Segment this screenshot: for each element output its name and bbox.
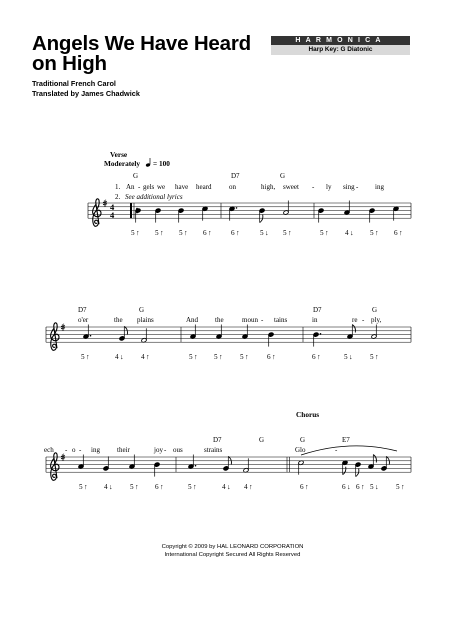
note: [229, 206, 237, 221]
chord-symbol: G: [300, 436, 306, 444]
harmonica-tab: [344, 353, 353, 361]
lyric-syllable: ech: [44, 446, 54, 454]
svg-text:4: 4: [345, 229, 349, 238]
note: [313, 332, 321, 347]
verse-number-2: 2.: [115, 193, 121, 201]
lyric-syllable: in: [312, 316, 318, 324]
lyric-syllable: ply,: [371, 316, 382, 324]
lyric-syllable: sweet: [283, 183, 299, 191]
note: [188, 455, 196, 470]
svg-text:↑: ↑: [84, 483, 88, 492]
chord-symbol: G: [280, 172, 286, 180]
svg-text:6: 6: [312, 353, 316, 362]
svg-text:4: 4: [115, 353, 119, 362]
lyric-syllable: gels: [143, 183, 155, 191]
svg-text:5: 5: [131, 229, 135, 238]
lyric-syllable: Glo: [295, 446, 306, 454]
harmonica-tab: [370, 353, 379, 361]
harmonica-tab: [115, 353, 124, 361]
lyric-syllable: o: [72, 446, 76, 454]
svg-text:↑: ↑: [272, 353, 276, 362]
note: [216, 325, 222, 340]
svg-text:↑: ↑: [288, 229, 292, 238]
lyric-syllable: -: [362, 316, 365, 324]
lyric-syllable: -: [356, 183, 359, 191]
note: [155, 208, 161, 223]
svg-text:↑: ↑: [146, 353, 150, 362]
svg-text:6: 6: [267, 353, 271, 362]
lyric-syllable: the: [215, 316, 224, 324]
note: [355, 462, 361, 477]
note: [298, 460, 304, 475]
slur: [301, 446, 397, 455]
lyric-syllable: -: [335, 446, 338, 454]
note: [223, 456, 231, 471]
harmonica-tab: [130, 483, 139, 491]
svg-text:↑: ↑: [135, 483, 139, 492]
lyric-syllable: ous: [173, 446, 183, 454]
rights-line: International Copyright Secured All Rights Reserved: [164, 552, 301, 558]
note: [119, 326, 127, 341]
harmonica-tab: [300, 483, 309, 491]
instrument-banner: HARMONICA: [271, 36, 410, 45]
note: [154, 462, 160, 477]
harmonica-tab: [155, 483, 164, 491]
svg-text:5: 5: [81, 353, 85, 362]
lyric-syllable: -: [164, 446, 167, 454]
svg-text:↓: ↓: [350, 229, 354, 238]
svg-text:4: 4: [141, 353, 145, 362]
svg-text:4: 4: [104, 483, 108, 492]
svg-text:↑: ↑: [193, 483, 197, 492]
svg-text:↑: ↑: [361, 483, 365, 492]
svg-text:5: 5: [188, 483, 192, 492]
chord-symbol: D7: [313, 306, 322, 314]
lyric-syllable: An: [126, 183, 135, 191]
lyric-syllable: And: [186, 316, 199, 324]
lyric-syllable: -: [65, 446, 68, 454]
note: [318, 208, 324, 223]
svg-text:↑: ↑: [399, 229, 403, 238]
harmonica-tab: [370, 229, 379, 237]
svg-text:5: 5: [155, 229, 159, 238]
harmonica-tab: [222, 483, 231, 491]
svg-text:5: 5: [214, 353, 218, 362]
verse-label: Verse: [110, 150, 128, 159]
tempo-text: Moderately: [104, 159, 141, 168]
harmonica-tab: [342, 483, 351, 491]
harmonica-tab: [79, 483, 88, 491]
svg-text:6: 6: [356, 483, 360, 492]
svg-text:↑: ↑: [160, 483, 164, 492]
harmonica-tab: [345, 229, 354, 237]
lyric-syllable: -: [261, 316, 264, 324]
verse-number-1: 1.: [115, 183, 121, 191]
music-system-2: [46, 306, 411, 361]
chord-symbol: G: [133, 172, 139, 180]
lyric-syllable: strains: [204, 446, 223, 454]
note: [103, 456, 109, 471]
svg-text:↓: ↓: [349, 353, 353, 362]
svg-text:5: 5: [189, 353, 193, 362]
chord-symbol: G: [372, 306, 378, 314]
lyric-syllable: their: [117, 446, 130, 454]
svg-text:6: 6: [300, 483, 304, 492]
harmonica-tab: [394, 229, 403, 237]
svg-text:5: 5: [79, 483, 83, 492]
svg-text:↑: ↑: [375, 229, 379, 238]
harp-key-label: Harp Key: G Diatonic: [271, 45, 410, 55]
svg-text:↑: ↑: [249, 483, 253, 492]
note: [129, 455, 135, 470]
svg-text:5: 5: [130, 483, 134, 492]
chord-symbol: D7: [78, 306, 87, 314]
lyric-syllable: heard: [196, 183, 212, 191]
note: [347, 325, 355, 340]
svg-text:6: 6: [203, 229, 207, 238]
lyric-syllable: -: [312, 183, 315, 191]
copyright-line: Copyright © 2009 by HAL LEONARD CORPORATION: [161, 544, 304, 550]
note: [342, 460, 348, 475]
lyric-syllable: ing: [91, 446, 100, 454]
time-signature-bottom: 4: [110, 210, 115, 220]
harmonica-tab: [370, 483, 379, 491]
lyric-syllable: have: [175, 183, 189, 191]
chord-symbol: G: [139, 306, 145, 314]
note: [283, 201, 289, 216]
lyric-syllable: joy: [154, 446, 163, 454]
harmonica-tab: [244, 483, 253, 491]
svg-text:↑: ↑: [208, 229, 212, 238]
music-system-1: [88, 172, 411, 237]
lyric-syllable: sing: [343, 183, 355, 191]
lyric-syllable: we: [157, 183, 166, 191]
tempo-value: = 100: [153, 159, 170, 168]
song-translator: Translated by James Chadwick: [32, 89, 140, 98]
note: [268, 332, 274, 347]
svg-text:5: 5: [240, 353, 244, 362]
note: [242, 325, 248, 340]
note: [135, 208, 141, 223]
svg-text:4: 4: [222, 483, 226, 492]
svg-text:6: 6: [394, 229, 398, 238]
svg-text:↑: ↑: [160, 229, 164, 238]
svg-text:6: 6: [342, 483, 346, 492]
note: [368, 455, 376, 470]
chord-symbol: G: [259, 436, 265, 444]
lyric-syllable: ly: [326, 183, 332, 191]
harmonica-tab: [231, 229, 240, 237]
note: [190, 325, 196, 340]
lyric-syllable: -: [138, 183, 141, 191]
harmonica-tab: [214, 353, 223, 361]
svg-text:↑: ↑: [86, 353, 90, 362]
note: [393, 206, 399, 221]
svg-text:↑: ↑: [375, 353, 379, 362]
song-origin: Traditional French Carol: [32, 79, 116, 88]
lyric-syllable: ing: [375, 183, 384, 191]
chord-symbol: E7: [342, 436, 350, 444]
svg-text:↑: ↑: [219, 353, 223, 362]
svg-text:↓: ↓: [265, 229, 269, 238]
harmonica-tab: [260, 229, 269, 237]
svg-text:↓: ↓: [109, 483, 113, 492]
svg-text:4: 4: [244, 483, 248, 492]
time-signature-top: 4: [110, 202, 115, 213]
harmonica-tab: [396, 483, 405, 491]
note: [259, 208, 265, 223]
svg-text:5: 5: [370, 483, 374, 492]
lyric-syllable: plains: [137, 316, 154, 324]
svg-text:↑: ↑: [184, 229, 188, 238]
harmonica-tab: [189, 353, 198, 361]
harmonica-tab: [312, 353, 321, 361]
svg-text:↑: ↑: [194, 353, 198, 362]
harmonica-tab: [104, 483, 113, 491]
note: [178, 208, 184, 223]
lyric-syllable: re: [352, 316, 358, 324]
harmonica-tab: [320, 229, 329, 237]
song-title: Angels We Have Heard on High: [32, 32, 251, 75]
svg-text:5: 5: [370, 229, 374, 238]
svg-text:↑: ↑: [305, 483, 309, 492]
chord-symbol: D7: [213, 436, 222, 444]
svg-text:6: 6: [155, 483, 159, 492]
harmonica-tab: [267, 353, 276, 361]
svg-text:↑: ↑: [317, 353, 321, 362]
note: [371, 325, 377, 340]
additional-lyrics-note: See additional lyrics: [125, 193, 183, 201]
note: [243, 458, 249, 473]
harmonica-tab: [141, 353, 150, 361]
svg-text:5: 5: [370, 353, 374, 362]
svg-text:↓: ↓: [347, 483, 351, 492]
lyric-syllable: the: [114, 316, 123, 324]
svg-text:5: 5: [179, 229, 183, 238]
svg-text:5: 5: [344, 353, 348, 362]
harmonica-tab: [81, 353, 90, 361]
note: [78, 455, 84, 470]
svg-text:↑: ↑: [325, 229, 329, 238]
lyric-syllable: o'er: [78, 316, 89, 324]
chorus-label: Chorus: [296, 410, 320, 419]
harmonica-tab: [240, 353, 249, 361]
svg-text:↓: ↓: [120, 353, 124, 362]
svg-text:↓: ↓: [227, 483, 231, 492]
note: [344, 201, 350, 216]
harmonica-tab: [179, 229, 188, 237]
music-system-3: [44, 436, 411, 491]
tempo-note-icon: [145, 158, 150, 167]
svg-text:↓: ↓: [375, 483, 379, 492]
svg-text:5: 5: [320, 229, 324, 238]
svg-text:↑: ↑: [236, 229, 240, 238]
note: [141, 328, 147, 343]
chord-symbol: D7: [231, 172, 240, 180]
svg-text:5: 5: [260, 229, 264, 238]
harmonica-tab: [155, 229, 164, 237]
harmonica-tab: [203, 229, 212, 237]
svg-text:↑: ↑: [401, 483, 405, 492]
svg-text:↑: ↑: [136, 229, 140, 238]
lyric-syllable: moun: [242, 316, 258, 324]
svg-text:5: 5: [283, 229, 287, 238]
svg-text:5: 5: [396, 483, 400, 492]
lyric-syllable: on: [229, 183, 236, 191]
note: [369, 208, 375, 223]
harmonica-tab: [356, 483, 365, 491]
lyric-syllable: -: [79, 446, 82, 454]
harmonica-tab: [131, 229, 140, 237]
lyric-syllable: tains: [274, 316, 288, 324]
svg-text:6: 6: [231, 229, 235, 238]
svg-text:↑: ↑: [245, 353, 249, 362]
note: [83, 325, 91, 340]
harmonica-tab: [283, 229, 292, 237]
lyric-syllable: high,: [261, 183, 276, 191]
note: [202, 206, 208, 221]
harmonica-tab: [188, 483, 197, 491]
note: [381, 456, 389, 471]
